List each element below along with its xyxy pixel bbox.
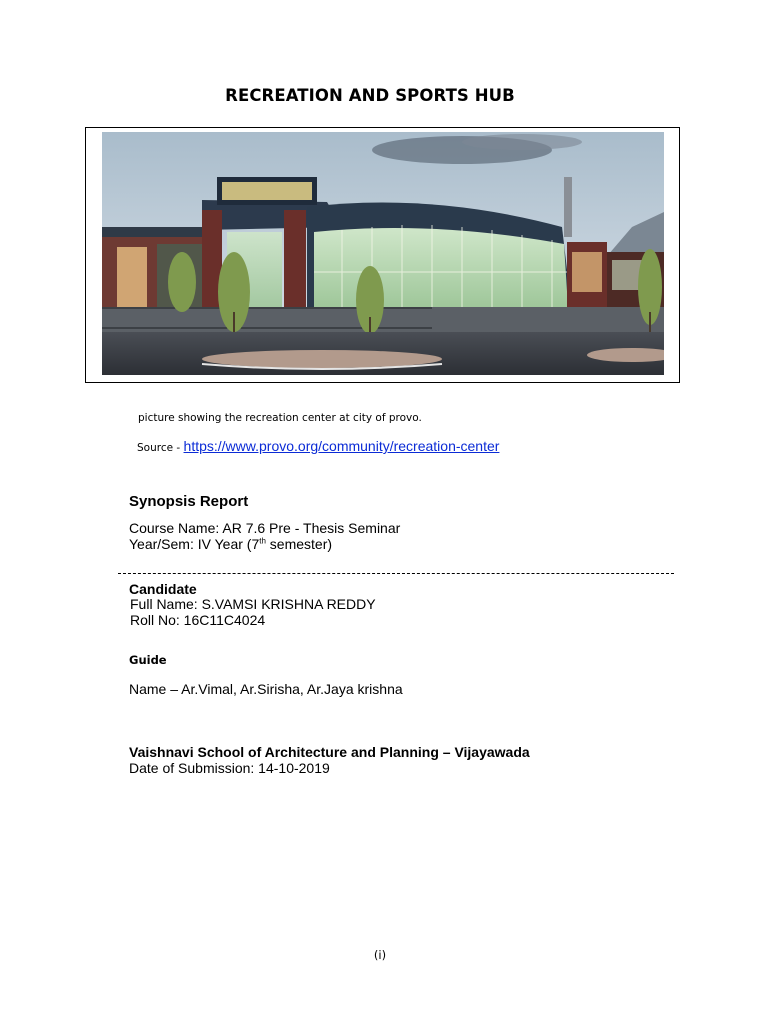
photo-caption: picture showing the recreation center at city of provo. (138, 412, 422, 424)
year-semester-suffix: semester) (265, 536, 333, 552)
year-semester (129, 536, 332, 552)
photo-source (137, 438, 499, 454)
year-semester-sup: th (259, 536, 266, 546)
document-title: RECREATION AND SPORTS HUB (225, 86, 515, 105)
source-label: Source - (137, 442, 184, 454)
source-link[interactable]: https://www.provo.org/community/recreation-center (183, 438, 500, 454)
recreation-center-photo (102, 132, 664, 375)
page-number: (i) (373, 948, 387, 962)
dashed-divider (118, 573, 674, 574)
course-name: Course Name: AR 7.6 Pre - Thesis Seminar (129, 520, 401, 536)
year-semester-prefix: Year/Sem: IV Year (7 (129, 536, 260, 552)
guide-names: Name – Ar.Vimal, Ar.Sirisha, Ar.Jaya krishna (129, 681, 403, 697)
synopsis-heading: Synopsis Report (129, 493, 249, 510)
candidate-heading: Candidate (129, 581, 197, 597)
candidate-roll-no: Roll No: 16C11C4024 (130, 612, 266, 628)
candidate-full-name: Full Name: S.VAMSI KRISHNA REDDY (130, 596, 376, 612)
guide-heading: Guide (129, 653, 167, 667)
submission-date: Date of Submission: 14-10-2019 (129, 760, 330, 776)
institution-name: Vaishnavi School of Architecture and Planning – Vijayawada (129, 744, 530, 760)
